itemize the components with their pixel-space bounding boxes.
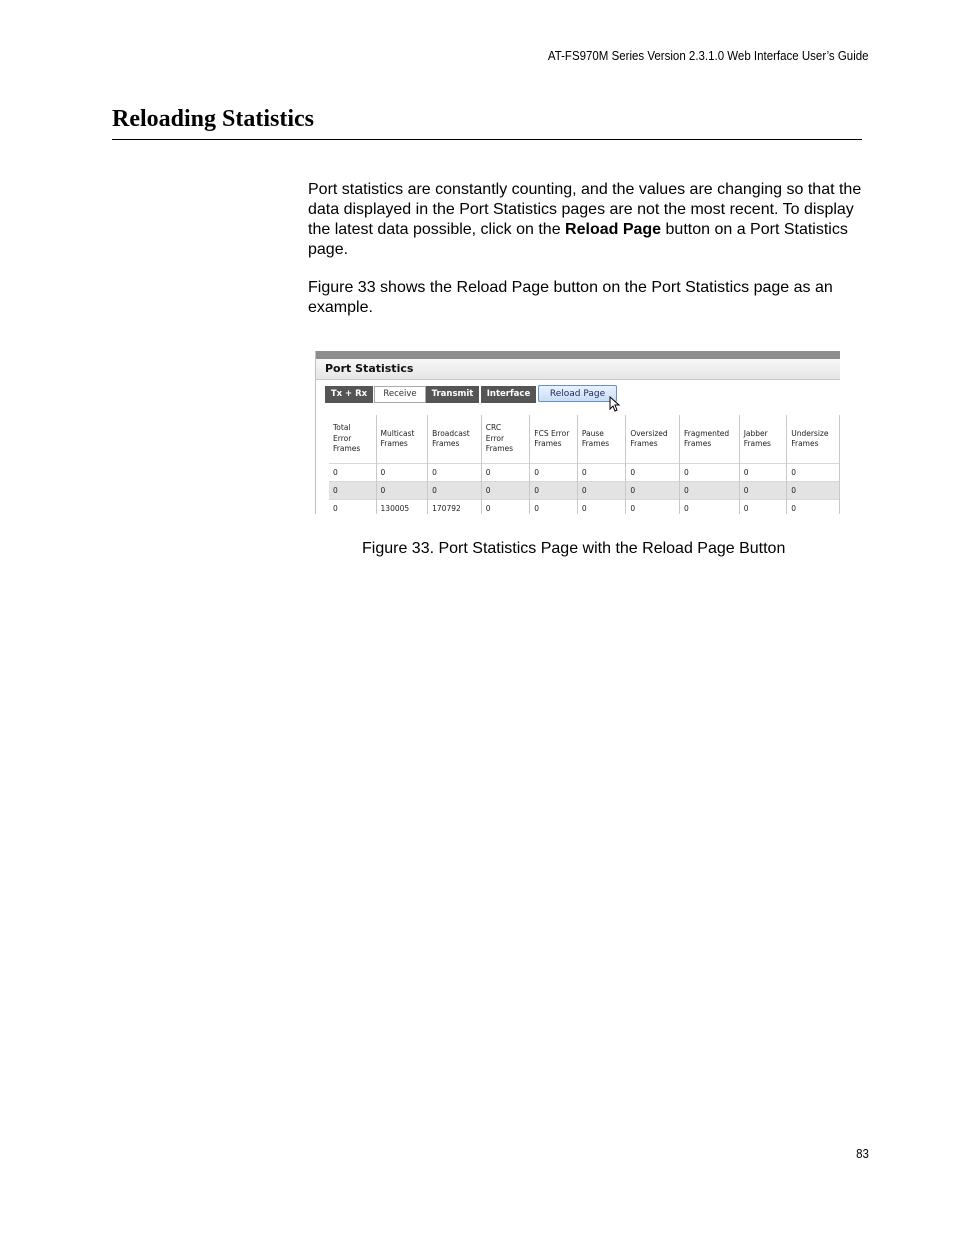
column-header (530, 415, 578, 464)
figure-title: Port Statistics (325, 362, 414, 375)
mouse-pointer-icon (609, 396, 621, 412)
body-paragraph-1 (308, 180, 873, 260)
column-header-line: Frames (380, 439, 408, 448)
column-header-line: Fragmented (683, 428, 730, 438)
column-header-line: Frames (333, 444, 361, 454)
table-cell: 0 (577, 500, 626, 515)
column-header (679, 415, 739, 464)
column-header-line: Frames (432, 439, 460, 448)
column-header-line: Frames (683, 439, 712, 448)
p1-bold-reload-page: Reload Page (565, 221, 662, 238)
reload-page-button[interactable]: Reload Page (538, 385, 617, 402)
column-header-line: Frames (581, 439, 610, 448)
column-header-line: Frames (485, 444, 514, 454)
table-cell: 0 (679, 482, 739, 500)
section-title: Reloading Statistics (112, 106, 315, 132)
column-header-line: Oversized (630, 428, 668, 438)
table-cell: 0 (739, 500, 787, 515)
column-header (577, 415, 626, 464)
table-cell: 0 (376, 482, 428, 500)
table-cell: 0 (626, 500, 680, 515)
column-header-line: FCS Error (534, 428, 570, 438)
tab-interface[interactable]: Interface (481, 386, 536, 403)
table-cell: 0 (577, 482, 626, 500)
port-statistics-figure (315, 351, 840, 514)
column-header (739, 415, 787, 464)
column-header-line: Frames (791, 439, 819, 448)
table-cell: 170792 (428, 500, 482, 515)
table-cell: 0 (739, 482, 787, 500)
column-header-line: Pause (581, 428, 604, 438)
table-cell: 0 (481, 500, 530, 515)
column-header (376, 415, 428, 464)
table-cell: 0 (787, 464, 840, 482)
running-header: AT-FS970M Series Version 2.3.1.0 Web Interface User’s Guide (548, 49, 869, 63)
table-cell: 0 (481, 482, 530, 500)
table-cell: 0 (626, 482, 680, 500)
figure-top-bar (316, 351, 840, 359)
table-cell: 0 (329, 464, 376, 482)
tab-tx-rx[interactable]: Tx + Rx (325, 386, 373, 403)
table-cell: 0 (428, 482, 482, 500)
column-header-line: Error (485, 433, 505, 443)
p1-text-a: Port statistics are constantly counting, and the values are changing so that the data displayed in the Port Statistics pages are not the most recent. To display the latest data possible, click on the (308, 181, 862, 238)
column-header-line: Error (333, 433, 352, 443)
figure-title-bar (316, 359, 840, 380)
table-cell: 0 (530, 500, 578, 515)
body-paragraph-2: Figure 33 shows the Reload Page button on the Port Statistics page as an example. (308, 279, 833, 316)
column-header (481, 415, 530, 464)
column-header (428, 415, 482, 464)
table-cell: 0 (329, 500, 376, 515)
title-rule (112, 139, 862, 140)
table-cell: 0 (481, 464, 530, 482)
column-header-line: Frames (743, 439, 771, 448)
column-header-line: Multicast (380, 428, 415, 438)
column-header-line: Undersize (791, 428, 829, 438)
tab-receive[interactable]: Receive (374, 386, 426, 403)
port-statistics-table (329, 415, 840, 514)
table-cell: 0 (530, 482, 578, 500)
column-header-line: Jabber (743, 428, 768, 438)
column-header-line: Frames (534, 439, 562, 448)
table-cell: 0 (577, 464, 626, 482)
figure-caption: Figure 33. Port Statistics Page with the Reload Page Button (362, 540, 786, 557)
column-header-line: Broadcast (432, 428, 470, 438)
table-cell: 0 (530, 464, 578, 482)
page-number: 83 (856, 1147, 869, 1161)
table-row (329, 464, 840, 482)
column-header-line: Total (333, 423, 351, 433)
column-header (787, 415, 840, 464)
table-cell: 0 (787, 500, 840, 515)
table-cell: 0 (329, 482, 376, 500)
table-cell: 0 (376, 464, 428, 482)
table-cell: 0 (679, 464, 739, 482)
table-cell: 0 (428, 464, 482, 482)
column-header (626, 415, 680, 464)
column-header-line: CRC (485, 423, 502, 433)
table-cell: 0 (679, 500, 739, 515)
table-row (329, 500, 840, 515)
table-cell: 0 (626, 464, 680, 482)
column-header (329, 415, 376, 464)
table-cell: 130005 (376, 500, 428, 515)
p1-text-b: button on a Port Statistics page. (308, 221, 848, 258)
tab-transmit[interactable]: Transmit (426, 386, 479, 403)
table-header-row (329, 415, 840, 464)
table-row (329, 482, 840, 500)
table-cell: 0 (739, 464, 787, 482)
column-header-line: Frames (630, 439, 658, 448)
table-cell: 0 (787, 482, 840, 500)
